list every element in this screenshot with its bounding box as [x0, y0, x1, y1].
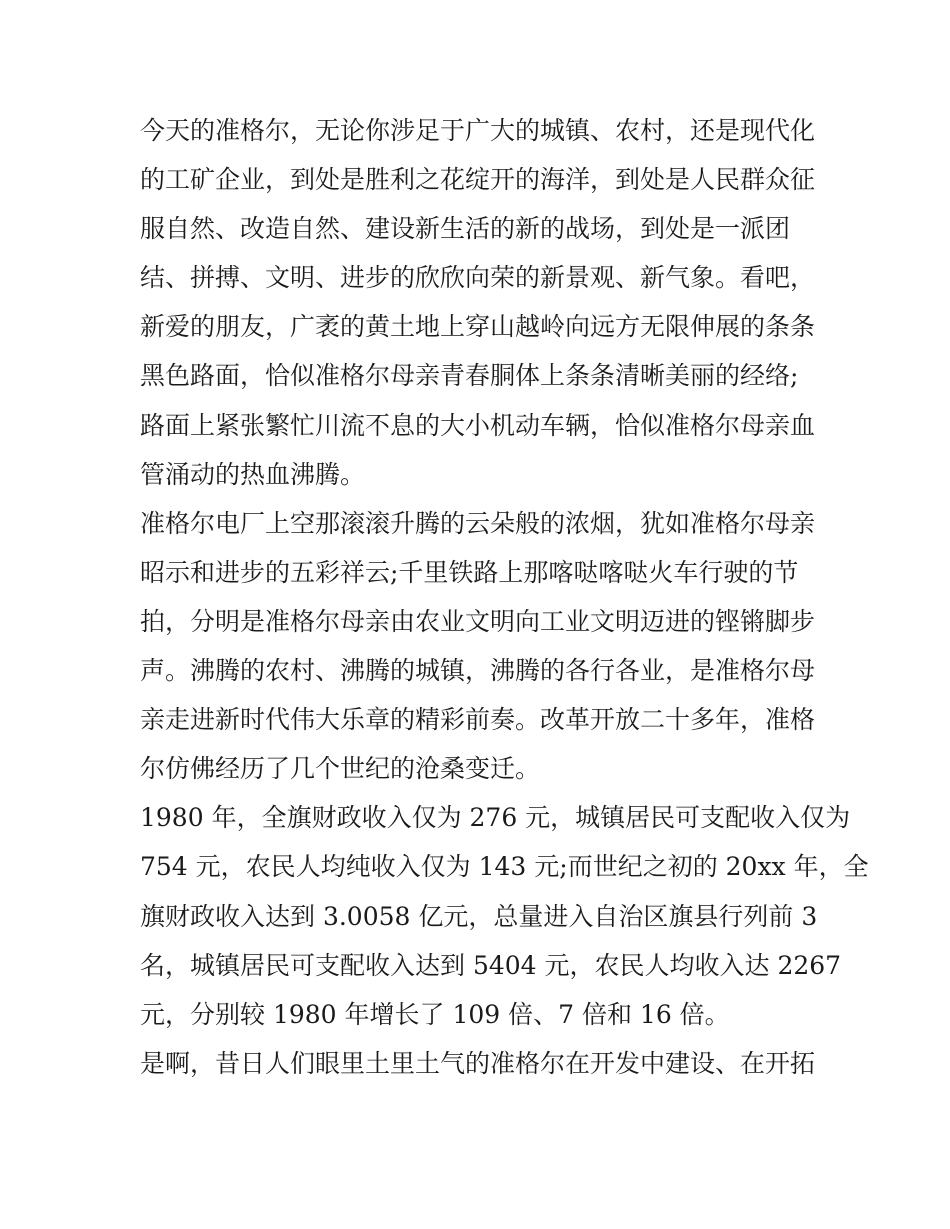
- text-line: 黑色路面，恰似准格尔母亲青春胴体上条条清晰美丽的经络;: [140, 361, 799, 391]
- paragraph-3: [140, 793, 869, 1038]
- text-line: 服自然、改造自然、建设新生活的新的战场，到处是一派团: [140, 214, 791, 244]
- text-line: 今天的准格尔，无论你涉足于广大的城镇、农村，还是现代化: [140, 116, 816, 145]
- text-line: 新爱的朋友，广袤的黄土地上穿山越岭向远方无限伸展的条条: [140, 312, 816, 342]
- text-line: 路面上紧张繁忙川流不息的大小机动车辆，恰似准格尔母亲血: [140, 410, 816, 440]
- text-line: 的工矿企业，到处是胜利之花绽开的海洋，到处是人民群众征: [140, 165, 816, 195]
- text-line: 声。沸腾的农村、沸腾的城镇，沸腾的各行各业，是准格尔母: [140, 656, 816, 686]
- text-line: 旗财政收入达到 3.0058 亿元，总量进入自治区旗县行列前 3: [140, 901, 818, 931]
- text-line: 亲走进新时代伟大乐章的精彩前奏。改革开放二十多年，准格: [140, 705, 816, 735]
- text-line: 结、拼搏、文明、进步的欣欣向荣的新景观、新气象。看吧，: [140, 263, 816, 293]
- text-line: 昭示和进步的五彩祥云;千里铁路上那喀哒喀哒火车行驶的节: [140, 557, 799, 587]
- document-body: [140, 106, 869, 1088]
- text-line: 1980 年，全旗财政收入仅为 276 元，城镇居民可支配收入仅为: [140, 803, 851, 833]
- paragraph-2: [140, 499, 820, 794]
- text-line: 拍，分明是准格尔母亲由农业文明向工业文明迈进的铿锵脚步: [140, 606, 816, 636]
- text-line: 754 元，农民人均纯收入仅为 143 元;而世纪之初的 20xx 年，全: [140, 852, 869, 882]
- paragraph-1: [140, 106, 820, 499]
- text-line: 尔仿佛经历了几个世纪的沧桑变迁。: [140, 754, 541, 784]
- text-line: 准格尔电厂上空那滚滚升腾的云朵般的浓烟，犹如准格尔母亲: [140, 508, 816, 538]
- text-line: 是啊，昔日人们眼里土里土气的准格尔在开发中建设、在开拓: [140, 1048, 816, 1078]
- paragraph-4: [140, 1039, 820, 1088]
- text-line: 元，分别较 1980 年增长了 109 倍、7 倍和 16 倍。: [140, 999, 730, 1029]
- text-line: 名，城镇居民可支配收入达到 5404 元，农民人均收入达 2267: [140, 950, 842, 980]
- text-line: 管涌动的热血沸腾。: [140, 459, 366, 489]
